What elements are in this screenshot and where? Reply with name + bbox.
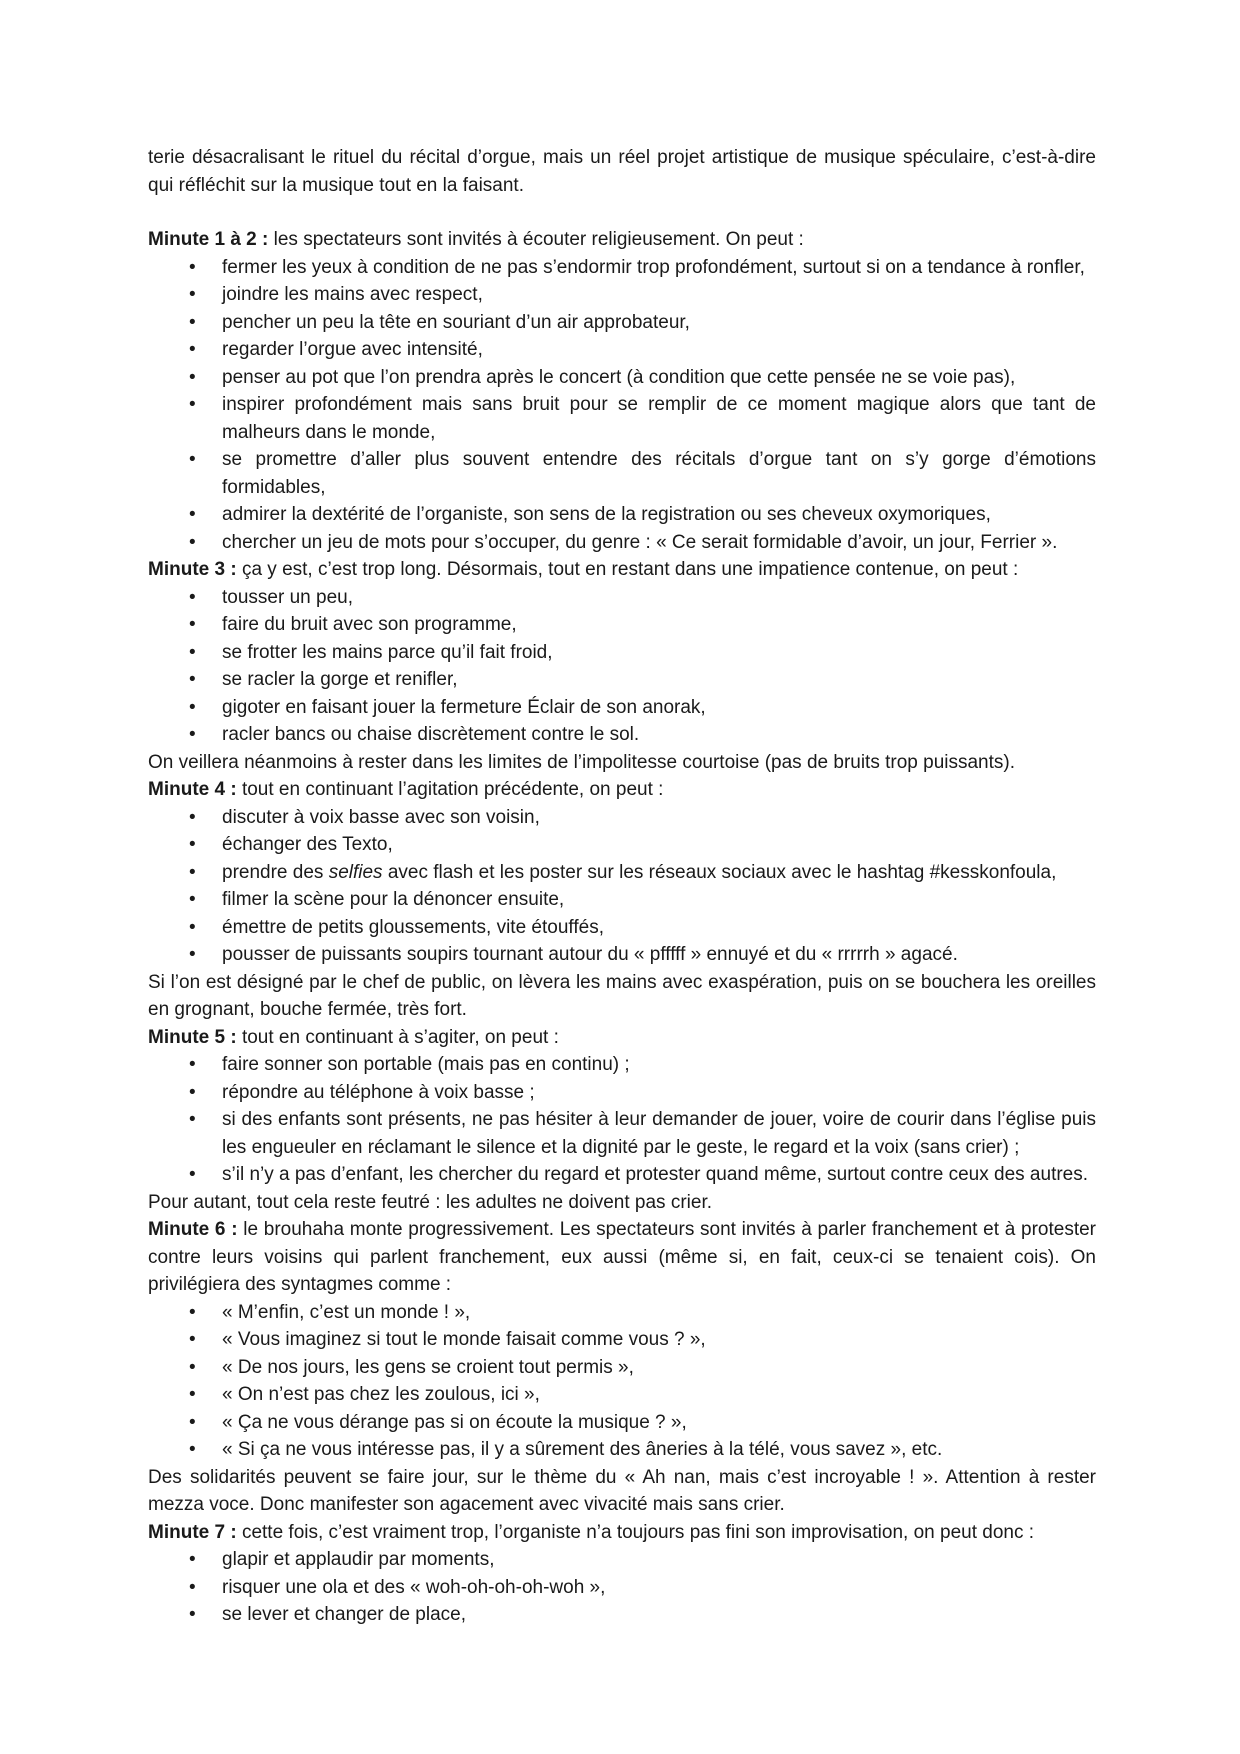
section-heading: Minute 6 : <box>148 1219 238 1240</box>
section-heading: Minute 1 à 2 : <box>148 229 269 250</box>
section-paragraph <box>148 1519 1096 1547</box>
list-item: • tousser un peu, <box>148 584 1096 612</box>
list-item: • « Ça ne vous dérange pas si on écoute la musique ? », <box>148 1409 1096 1437</box>
section-note: On veillera néanmoins à rester dans les limites de l’impolitesse courtoise (pas de bruits trop puissants). <box>148 751 1016 773</box>
list-item: • inspirer profondément mais sans bruit pour se remplir de ce moment magique alors que tant de malheurs dans le monde, <box>148 391 1096 446</box>
list-item: • « Vous imaginez si tout le monde faisait comme vous ? », <box>148 1326 1096 1354</box>
emphasis-text: selfies <box>328 861 383 883</box>
section-lead: le brouhaha monte progressivement. Les spectateurs sont invités à parler franchement et à protester contre leurs voisins qui parlent franchement, eux aussi (même si, en fait, ceux-ci se tenaient cois). On privilégiera des syntagmes comme : <box>148 1219 1096 1295</box>
list-item: • glapir et applaudir par moments, <box>148 1546 1096 1574</box>
list-item: • joindre les mains avec respect, <box>148 281 1096 309</box>
list-item: • regarder l’orgue avec intensité, <box>148 336 1096 364</box>
list-item: • filmer la scène pour la dénoncer ensuite, <box>148 886 1096 914</box>
bullet-list <box>148 1299 1096 1464</box>
list-item: • faire du bruit avec son programme, <box>148 611 1096 639</box>
section-heading: Minute 4 : <box>148 779 237 800</box>
section-lead: tout en continuant l’agitation précédente, on peut : <box>236 779 664 800</box>
document-page <box>148 144 1096 1629</box>
list-item: • « On n’est pas chez les zoulous, ici », <box>148 1381 1096 1409</box>
list-item: • pencher un peu la tête en souriant d’un air approbateur, <box>148 309 1096 337</box>
section-lead: tout en continuant à s’agiter, on peut : <box>236 1026 559 1048</box>
list-item: • gigoter en faisant jouer la fermeture Éclair de son anorak, <box>148 694 1096 722</box>
section-heading: Minute 7 : <box>148 1521 237 1543</box>
list-item: • racler bancs ou chaise discrètement contre le sol. <box>148 721 1096 749</box>
list-item: • prendre des selfies avec flash et les poster sur les réseaux sociaux avec le hashtag #kesskonfoula, <box>148 859 1096 887</box>
list-item: • s’il n’y a pas d’enfant, les chercher du regard et protester quand même, surtout contre ceux des autres. <box>148 1161 1096 1189</box>
list-item: • faire sonner son portable (mais pas en continu) ; <box>148 1051 1096 1079</box>
list-item: • se frotter les mains parce qu’il fait froid, <box>148 639 1096 667</box>
paragraph-gap <box>148 199 1096 226</box>
section-lead: ça y est, c’est trop long. Désormais, tout en restant dans une impatience contenue, on peut : <box>236 559 1019 580</box>
section-note: Des solidarités peuvent se faire jour, sur le thème du « Ah nan, mais c’est incroyable ! ». Attention à rester mezza voce. Donc manifester son agacement avec vivacité mais sans crier. <box>148 1466 1096 1515</box>
bullet-list <box>148 804 1096 969</box>
section-note: Si l’on est désigné par le chef de public, on lèvera les mains avec exaspération, puis on se bouchera les oreilles en grognant, bouche fermée, très fort. <box>148 971 1096 1020</box>
section-note: Pour autant, tout cela reste feutré : les adultes ne doivent pas crier. <box>148 1191 712 1213</box>
list-item: • pousser de puissants soupirs tournant autour du « pfffff » ennuyé et du « rrrrrh » agacé. <box>148 941 1096 969</box>
bullet-list <box>148 254 1096 557</box>
section-heading: Minute 5 : <box>148 1026 237 1048</box>
bullet-list <box>148 584 1096 749</box>
list-item: • risquer une ola et des « woh-oh-oh-oh-woh », <box>148 1574 1096 1602</box>
section-lead: cette fois, c’est vraiment trop, l’organiste n’a toujours pas fini son improvisation, on peut donc : <box>236 1521 1035 1543</box>
list-item: • penser au pot que l’on prendra après le concert (à condition que cette pensée ne se voie pas), <box>148 364 1096 392</box>
section-paragraph <box>148 1024 1096 1052</box>
list-item: • répondre au téléphone à voix basse ; <box>148 1079 1096 1107</box>
section-paragraph <box>148 556 1096 584</box>
section-paragraph <box>148 1216 1096 1299</box>
list-item: • « Si ça ne vous intéresse pas, il y a sûrement des âneries à la télé, vous savez », etc. <box>148 1436 1096 1464</box>
sections-container <box>148 226 1096 1629</box>
list-item: • admirer la dextérité de l’organiste, son sens de la registration ou ses cheveux oxymoriques, <box>148 501 1096 529</box>
section-paragraph <box>148 776 1096 804</box>
section-heading: Minute 3 : <box>148 559 237 580</box>
section-paragraph <box>148 226 1096 254</box>
list-item: • discuter à voix basse avec son voisin, <box>148 804 1096 832</box>
list-item: • se lever et changer de place, <box>148 1601 1096 1629</box>
list-item: • se promettre d’aller plus souvent entendre des récitals d’orgue tant on s’y gorge d’émotions formidables, <box>148 446 1096 501</box>
list-item: • émettre de petits gloussements, vite étouffés, <box>148 914 1096 942</box>
list-item: • « M’enfin, c’est un monde ! », <box>148 1299 1096 1327</box>
bullet-list <box>148 1546 1096 1629</box>
list-item: • fermer les yeux à condition de ne pas s’endormir trop profondément, surtout si on a tendance à ronfler, <box>148 254 1096 282</box>
list-item: • se racler la gorge et renifler, <box>148 666 1096 694</box>
section-lead: les spectateurs sont invités à écouter religieusement. On peut : <box>268 229 804 250</box>
intro-paragraph: terie désacralisant le rituel du récital d’orgue, mais un réel projet artistique de musique spéculaire, c’est-à-dire qui réfléchit sur la musique tout en la faisant. <box>148 147 1096 196</box>
bullet-list <box>148 1051 1096 1189</box>
list-item: • si des enfants sont présents, ne pas hésiter à leur demander de jouer, voire de courir dans l’église puis les engueuler en réclamant le silence et la dignité par le geste, le regard et la voix (sans crier) ; <box>148 1106 1096 1161</box>
list-item: • échanger des Texto, <box>148 831 1096 859</box>
list-item: • « De nos jours, les gens se croient tout permis », <box>148 1354 1096 1382</box>
list-item: • chercher un jeu de mots pour s’occuper, du genre : « Ce serait formidable d’avoir, un jour, Ferrier ». <box>148 529 1096 557</box>
